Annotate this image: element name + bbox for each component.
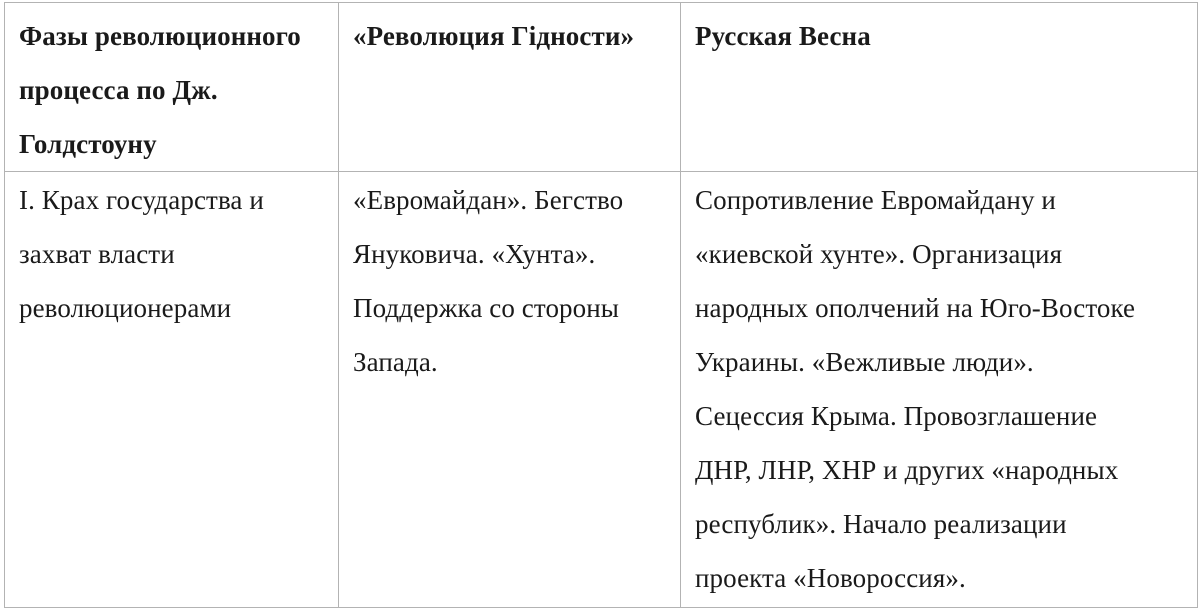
row1-russian-spring-line: республик». Начало реализации — [695, 509, 1067, 539]
row1-russian-spring-line: ДНР, ЛНР, ХНР и других «народных — [695, 455, 1119, 485]
row1-russian-spring-line: Сопротивление Евромайдану и — [695, 185, 1056, 215]
row1-phase-line: захват власти — [19, 239, 175, 269]
row1-revolution-line: «Евромайдан». Бегство — [353, 185, 624, 215]
header-phases-line: процесса по Дж. — [19, 75, 218, 105]
row1-cell-phase — [5, 172, 339, 608]
row1-revolution-line: Поддержка со стороны — [353, 293, 620, 323]
table-row — [5, 172, 1198, 608]
row1-russian-spring-line: Сецессия Крыма. Провозглашение — [695, 401, 1098, 431]
header-row — [5, 3, 1198, 172]
header-revolution-line: «Революция Гідности» — [353, 21, 635, 51]
header-cell-revolution — [339, 3, 681, 172]
header-russian-spring-line: Русская Весна — [695, 21, 871, 51]
comparison-table — [4, 2, 1198, 608]
row1-cell-revolution — [339, 172, 681, 608]
row1-phase-line: революционерами — [19, 293, 232, 323]
row1-russian-spring-line: проекта «Новороссия». — [695, 563, 966, 593]
header-phases-line: Фазы революционного — [19, 21, 301, 51]
row1-russian-spring-line: Украины. «Вежливые люди». — [695, 347, 1034, 377]
header-cell-phases — [5, 3, 339, 172]
header-phases-line: Голдстоуну — [19, 129, 157, 159]
header-cell-russian-spring — [681, 3, 1198, 172]
row1-cell-russian-spring — [681, 172, 1198, 608]
row1-russian-spring-line: народных ополчений на Юго-Востоке — [695, 293, 1136, 323]
row1-phase-line: I. Крах государства и — [19, 185, 264, 215]
row1-revolution-line: Януковича. «Хунта». — [353, 239, 596, 269]
row1-revolution-line: Запада. — [353, 347, 438, 377]
row1-russian-spring-line: «киевской хунте». Организация — [695, 239, 1063, 269]
